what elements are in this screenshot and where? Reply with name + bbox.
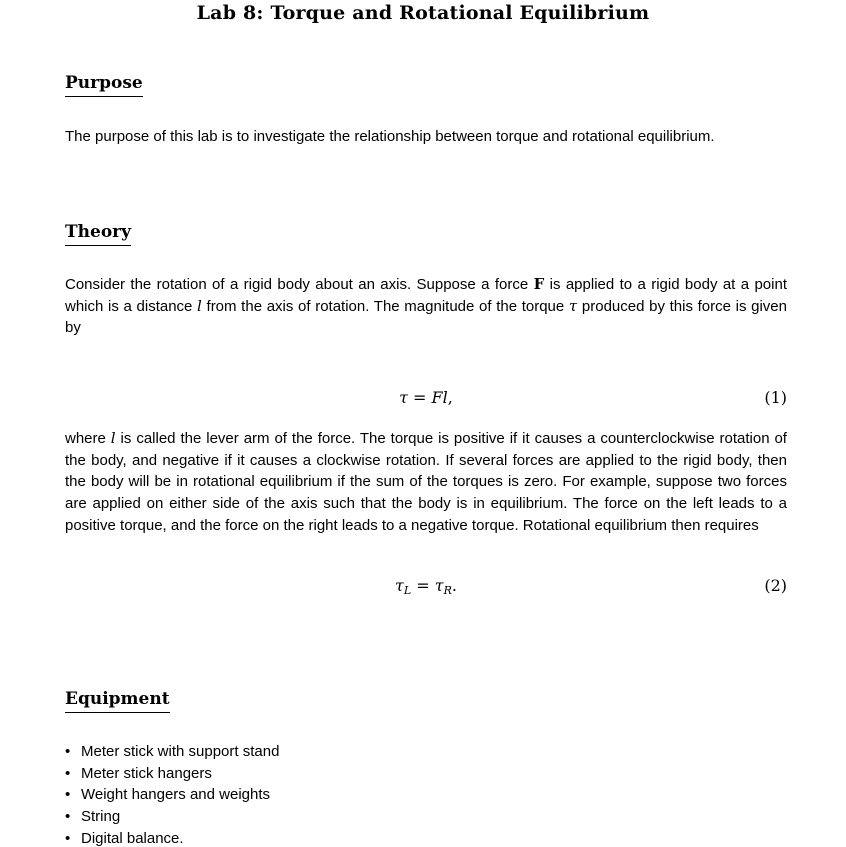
equation-2-number: (2) xyxy=(764,576,787,595)
list-item-text: String xyxy=(81,808,121,826)
inline-math-torque-tau: τ xyxy=(568,296,578,315)
equation-2-body xyxy=(395,576,457,595)
section-heading-purpose xyxy=(65,72,143,97)
eq1-F: F xyxy=(431,388,443,407)
theory-p1-text-1: Consider the rotation of a rigid body about an axis. Suppose a force xyxy=(65,276,534,293)
bullet-icon: • xyxy=(65,743,71,760)
equation-1 xyxy=(65,387,787,409)
list-item-text: Digital balance. xyxy=(81,829,184,847)
theory-p2-text-2: is called the lever arm of the force. The torque is positive if it causes a counterclockwise rotation of the body, and negative if it causes a clockwise rotation. If several forces are applied to the rigid body, then the body will be in rotational equilibrium if the sum of the torques is zero. For example, suppose two forces are applied on either side of the axis such that the body is in equilibrium. The force on the left leads to a positive torque, and the force on the right leads to a negative torque. Rotational equilibrium then requires xyxy=(65,430,787,534)
theory-p2-text-1: where xyxy=(65,430,111,447)
section-heading-theory xyxy=(65,221,131,246)
section-heading-equipment-label: Equipment xyxy=(65,688,170,713)
eq1-l: l xyxy=(442,388,448,407)
section-heading-equipment xyxy=(65,688,170,713)
eq1-comma: , xyxy=(447,388,453,407)
list-item xyxy=(65,784,787,806)
document-title: Lab 8: Torque and Rotational Equilibrium xyxy=(196,2,650,24)
list-item xyxy=(65,806,787,828)
bullet-icon: • xyxy=(65,764,71,782)
eq2-equals: = xyxy=(411,576,435,595)
section-heading-theory-label: Theory xyxy=(65,221,131,246)
purpose-paragraph-text: The purpose of this lab is to investigate the relationship between torque and rotational equilibrium. xyxy=(65,128,715,145)
theory-paragraph-2 xyxy=(65,428,787,537)
list-item xyxy=(65,828,787,847)
section-heading-purpose-label: Purpose xyxy=(65,72,143,97)
eq2-sub-L: L xyxy=(403,584,412,597)
inline-math-force-F: F xyxy=(533,275,545,293)
eq2-tau-left: τ xyxy=(395,576,404,595)
inline-math-lever-l-2: l xyxy=(110,429,116,447)
theory-paragraph-1 xyxy=(65,274,787,339)
list-item xyxy=(65,763,787,785)
eq2-period: . xyxy=(451,576,457,595)
purpose-paragraph xyxy=(65,126,787,148)
theory-p1-text-3: from the axis of rotation. The magnitude of the torque xyxy=(201,297,569,315)
equation-1-number: (1) xyxy=(764,388,787,407)
equipment-list xyxy=(65,741,787,847)
equation-1-body xyxy=(399,388,453,407)
equation-2 xyxy=(65,575,787,597)
list-item-text: Weight hangers and weights xyxy=(81,786,271,804)
bullet-icon: • xyxy=(65,808,71,826)
eq1-equals: = xyxy=(407,388,432,407)
bullet-icon: • xyxy=(65,786,71,804)
inline-math-lever-l: l xyxy=(197,296,202,315)
list-item-text: Meter stick hangers xyxy=(81,764,212,782)
list-item-text: Meter stick with support stand xyxy=(81,743,280,760)
eq2-sub-R: R xyxy=(443,584,452,597)
list-item xyxy=(65,741,787,763)
eq2-tau-right: τ xyxy=(434,576,444,595)
theory-p1-text-4: produced by this force is given by xyxy=(65,297,787,337)
theory-p1-text-2: is applied to a rigid body at a point which is a distance xyxy=(65,276,787,315)
eq1-tau: τ xyxy=(399,388,408,407)
bullet-icon: • xyxy=(65,829,71,847)
